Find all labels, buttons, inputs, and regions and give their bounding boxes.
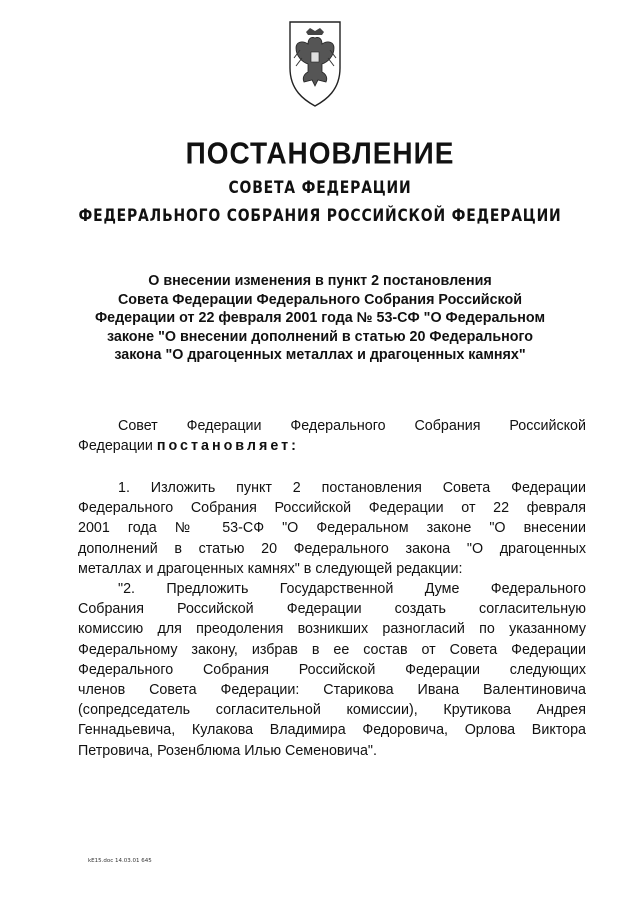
body-line: 2001 года № 53-СФ "О Федеральном законе "О внесении (78, 520, 586, 537)
body-line: Совет Федерации Федерального Собрания Российской (118, 418, 586, 434)
intro-paragraph (78, 416, 586, 456)
subject-block (80, 272, 560, 365)
issuer-line-2: ФЕДЕРАЛЬНОГО СОБРАНИЯ РОССИЙСКОЙ ФЕДЕРАЦИИ (78, 206, 562, 226)
body-line: дополнений в статью 20 Федерального закона "О драгоценных (78, 540, 586, 557)
intro-start: Федерации (78, 438, 153, 455)
decree-verb: постановляет: (156, 438, 299, 455)
body-line: Петровича, Розенблюма Илью Семеновича". (78, 742, 377, 759)
body-line: "2. Предложить Государственной Думе Федерального (118, 581, 586, 598)
body-line: Федерального Собрания Российской Федерации следующих (78, 661, 586, 678)
body-line: 1. Изложить пункт 2 постановления Совета Федерации (118, 480, 586, 496)
file-reference: kE15.doc 14.03.01 645 (88, 858, 152, 864)
body-line: Геннадьевича, Кулакова Владимира Федоровича, Орлова Виктора (78, 722, 586, 739)
subject-line: Федерации от 22 февраля 2001 года № 53-СФ "О Федеральном (94, 310, 546, 326)
body-line (78, 436, 586, 456)
body-line: членов Совета Федерации: Старикова Ивана Валентиновича (78, 682, 586, 699)
subject-line: Совета Федерации Федерального Собрания Российской (117, 291, 523, 308)
subject-line: О внесении изменения в пункт 2 постановления (148, 273, 492, 289)
subject-line: закона "О драгоценных металлах и драгоценных камнях" (114, 347, 526, 363)
issuer-line-1: СОВЕТА ФЕДЕРАЦИИ (228, 178, 412, 198)
body-line: Федерального Собрания Российской Федерации от 22 февраля (78, 500, 586, 517)
document-title: ПОСТАНОВЛЕНИЕ (185, 136, 455, 171)
body-line: металлах и драгоценных камнях" в следующей редакции: (78, 560, 463, 577)
body-line: (сопредседатель согласительной комиссии), Крутикова Андрея (78, 702, 586, 719)
body-line: Федеральному закону, избрав в ее состав от Совета Федерации (78, 641, 586, 658)
coat-of-arms-icon (286, 18, 344, 108)
main-paragraph (78, 478, 586, 761)
subject-line: законе "О внесении дополнений в статью 20 Федерального (106, 328, 534, 345)
body-line: Собрания Российской Федерации создать согласительную (78, 601, 586, 618)
body-line: комиссию для преодоления возникших разногласий по указанному (78, 621, 586, 638)
